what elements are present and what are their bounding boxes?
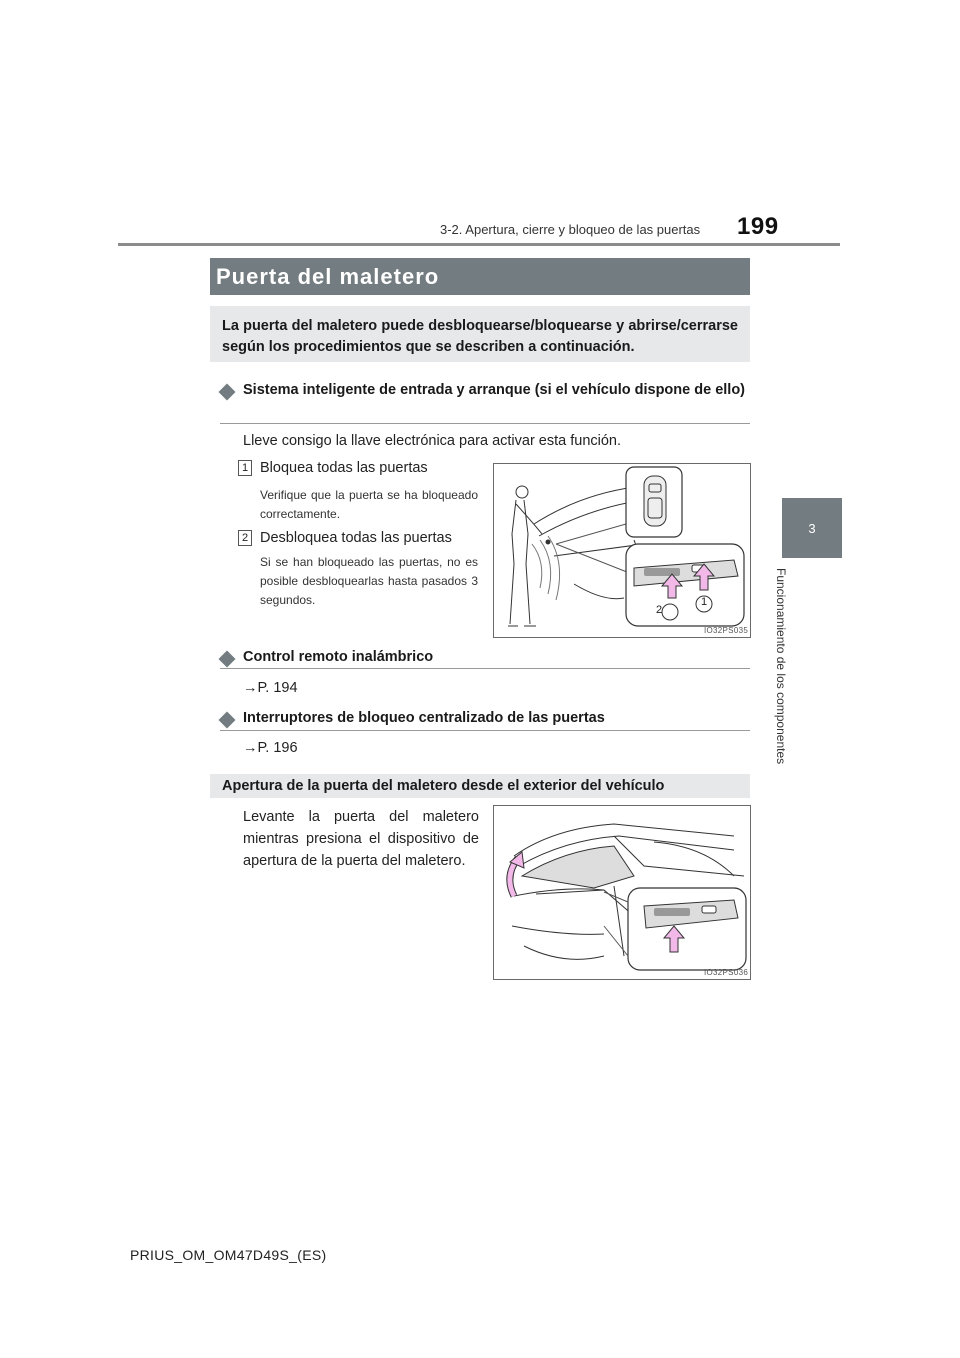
cross-reference-p194[interactable]: →P. 194 bbox=[243, 680, 298, 696]
page-number: 199 bbox=[737, 213, 779, 240]
step-2-note: Si se han bloqueado las puertas, no es posible desbloquearlas hasta pasados 3 segundos. bbox=[260, 555, 478, 607]
figure-code: IO32PS036 bbox=[704, 968, 749, 977]
document-code: PRIUS_OM_OM47D49S_(ES) bbox=[130, 1247, 327, 1263]
figure-callout-1: 1 bbox=[701, 596, 708, 608]
subsection-rule bbox=[220, 423, 750, 424]
step-1-note: Verifique que la puerta se ha bloqueado correctamente. bbox=[260, 488, 478, 521]
step-number-2: 2 bbox=[238, 530, 252, 546]
running-header-section: 3-2. Apertura, cierre y bloqueo de las puertas bbox=[440, 222, 701, 237]
smart-entry-instruction: Lleve consigo la llave electrónica para activar esta función. bbox=[243, 433, 622, 449]
intro-box: La puerta del maletero puede desbloquearse/bloquearse y abrirse/cerrarse según los procedimientos que se describen a continuación. bbox=[210, 306, 750, 362]
trunk-lid-open-illustration bbox=[494, 806, 750, 979]
step-2-label: Desbloquea todas las puertas bbox=[260, 530, 452, 546]
subsection-title-wireless-remote: Control remoto inalámbrico bbox=[243, 649, 434, 665]
chapter-label-vertical bbox=[774, 568, 806, 778]
section-heading-opening: Apertura de la puerta del maletero desde el exterior del vehículo bbox=[210, 774, 750, 798]
opening-instruction: Levante la puerta del maletero mientras presiona el dispositivo de apertura de la puerta del maletero. bbox=[243, 809, 479, 869]
diamond-bullet-icon bbox=[219, 651, 236, 668]
chapter-tab bbox=[782, 498, 842, 558]
figure-callout-2: 2 bbox=[656, 604, 663, 616]
step-number-1: 1 bbox=[238, 460, 252, 476]
figure-code: IO32PS035 bbox=[704, 626, 749, 635]
subsection-title-central-lock: Interruptores de bloqueo centralizado de las puertas bbox=[243, 710, 605, 726]
figure-smart-entry bbox=[493, 463, 751, 638]
page-title: Puerta del maletero bbox=[210, 258, 750, 295]
diamond-bullet-icon bbox=[219, 384, 236, 401]
step-1-label: Bloquea todas las puertas bbox=[260, 460, 428, 476]
header-rule bbox=[118, 243, 840, 246]
chapter-number: 3 bbox=[808, 520, 816, 536]
subsection-rule bbox=[220, 668, 750, 669]
subsection-title-smart-entry: Sistema inteligente de entrada y arranque (si el vehículo dispone de ello) bbox=[243, 382, 745, 398]
figure-trunk-opening bbox=[493, 805, 751, 980]
person-at-trunk-illustration bbox=[494, 464, 750, 637]
cross-reference-p196[interactable]: →P. 196 bbox=[243, 740, 298, 756]
subsection-rule bbox=[220, 730, 750, 731]
diamond-bullet-icon bbox=[219, 712, 236, 729]
chapter-label-text: Funcionamiento de los componentes bbox=[774, 568, 788, 765]
